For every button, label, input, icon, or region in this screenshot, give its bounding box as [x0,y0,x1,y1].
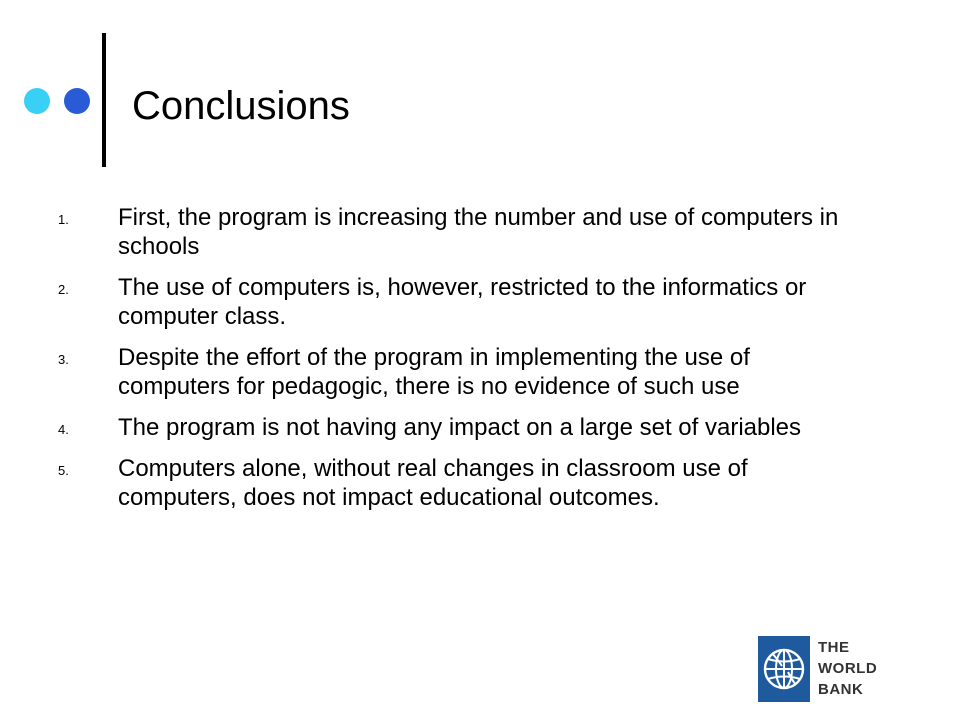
list-item-number: 1. [58,212,69,227]
logo-line-bank: BANK [818,681,864,698]
slide-title: Conclusions [132,84,350,128]
list-item-number: 4. [58,422,69,437]
list-item-text: Computers alone, without real changes in classroom use of computers, does not impact educational outcomes. [118,455,748,511]
title-divider [102,33,106,167]
accent-dot-dark [64,88,90,114]
conclusions-list [0,203,960,524]
list-item [0,413,960,442]
list-item-text: Despite the effort of the program in implementing the use of computers for pedagogic, there is no evidence of such use [118,344,750,400]
list-item [0,203,960,261]
logo-line-world: WORLD [818,660,878,677]
world-bank-globe-icon [758,636,810,702]
list-item [0,273,960,331]
list-item [0,343,960,401]
world-bank-logo [758,636,888,702]
list-item-text: The program is not having any impact on a large set of variables [118,414,802,441]
accent-dot-light [24,88,50,114]
logo-wordmark [818,637,877,700]
list-item-number: 3. [58,352,69,367]
list-item [0,454,960,512]
list-item-number: 5. [58,463,69,478]
list-item-text: First, the program is increasing the number and use of computers in schools [118,204,839,260]
logo-line-the: THE [818,639,850,656]
list-item-number: 2. [58,282,69,297]
list-item-text: The use of computers is, however, restricted to the informatics or computer class. [118,274,807,330]
